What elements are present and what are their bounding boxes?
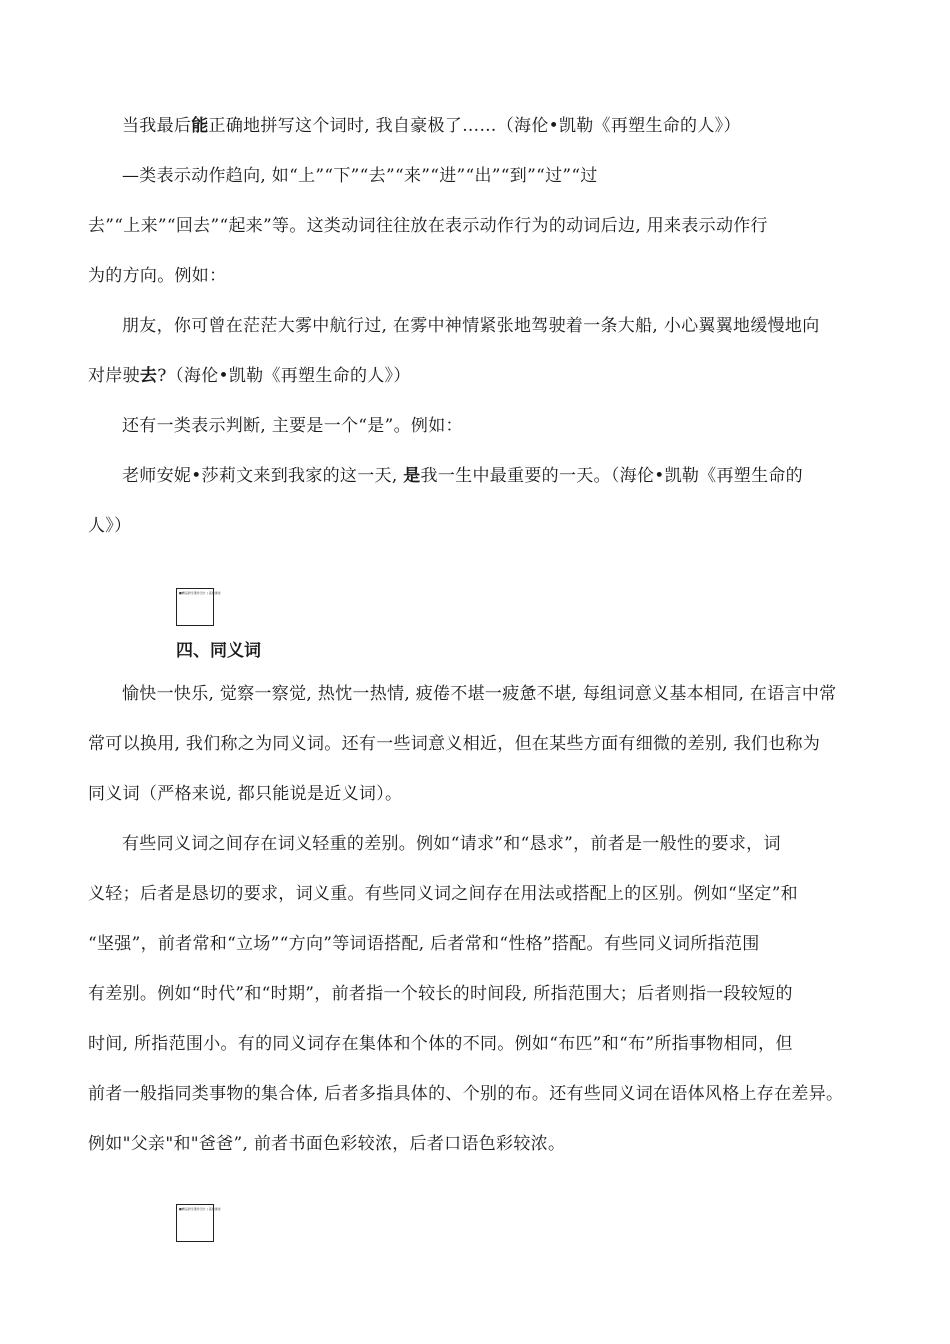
para-6-line-2: 常可以换用, 我们称之为同义词。还有一些词意义相近，但在某些方面有细微的差别, 我们也称为 [88,734,821,754]
image-caption-2: ■精品教学课件设计 | 高效课堂 [179,1207,221,1211]
para-5-line-1 [122,464,803,488]
para-1-text: 当我最后 [122,116,192,136]
para-3-text-end: ?（海伦•凯勒《再塑生命的人》） [157,366,411,386]
para-3-bold: 去 [139,366,158,386]
para-7-line-3: “坚强”，前者常和“立场”“方向”等词语搭配, 后者常和“性格”搭配。有些同义词所指范围 [88,934,760,954]
para-5-bold: 是 [403,466,421,486]
para-4: 还有一类表示判断, 主要是一个“是”。例如： [122,416,463,436]
image-placeholder-2 [176,1204,221,1242]
para-6-line-1: 愉快一快乐, 觉察一察觉, 热忱一热情, 疲倦不堪一疲惫不堪, 每组词意义基本相同, 在语言中常 [122,684,837,704]
para-7-line-4: 有差别。例如“时代”和“时期”，前者指一个较长的时间段, 所指范围大；后者则指一段较短的 [88,984,793,1004]
para-3-line-1: 朋友，你可曾在茫茫大雾中航行过, 在雾中神情紧张地驾驶着一条大船, 小心翼翼地缓慢地向 [122,316,820,336]
para-7-line-2: 义轻；后者是恳切的要求，词义重。有些同义词之间存在用法或搭配上的区别。例如“坚定”和 [88,884,798,904]
section-title: 四、同义词 [176,641,261,661]
para-7-line-7: 例如"父亲"和"爸爸”, 前者书面色彩较浓，后者口语色彩较浓。 [88,1134,566,1154]
para-2-line-1: —类表示动作趋向, 如“上”“下”“去”“来”“进”“出”“到”“过”“过 [122,166,598,186]
para-3-line-2 [88,364,411,388]
para-2-line-2: 去”“上来”“回去”“起来”等。这类动词往往放在表示动作行为的动词后边, 用来表示动作行 [88,216,768,236]
para-1-bold: 能 [191,116,209,136]
image-placeholder-1 [176,588,221,626]
para-2-line-3: 为的方向。例如： [88,266,227,286]
para-6-line-3: 同义词（严格来说, 都只能说是近义词）。 [88,784,403,804]
para-1 [122,114,741,138]
para-1-text-end: 正确地拼写这个词时, 我自豪极了……（海伦•凯勒《再塑生命的人》） [208,116,741,136]
para-5-text: 老师安妮•莎莉文来到我家的这一天, [122,466,404,486]
para-3-text: 对岸驶 [88,366,140,386]
para-7-line-1: 有些同义词之间存在词义轻重的差别。例如“请求”和“恳求”，前者是一般性的要求，词 [122,834,781,854]
para-7-line-6: 前者一般指同类事物的集合体, 后者多指具体的、个别的布。还有些同义词在语体风格上存在差异。 [88,1084,844,1104]
para-5-text-end: 我一生中最重要的一天。（海伦•凯勒《再塑生命的 [420,466,803,486]
image-caption-1: ■精品教学课件设计 | 高效课堂 [179,591,221,595]
para-5-line-2: 人》） [88,516,132,536]
para-7-line-5: 时间, 所指范围小。有的同义词存在集体和个体的不同。例如“布匹”和“布”所指事物相同，但 [88,1034,793,1054]
